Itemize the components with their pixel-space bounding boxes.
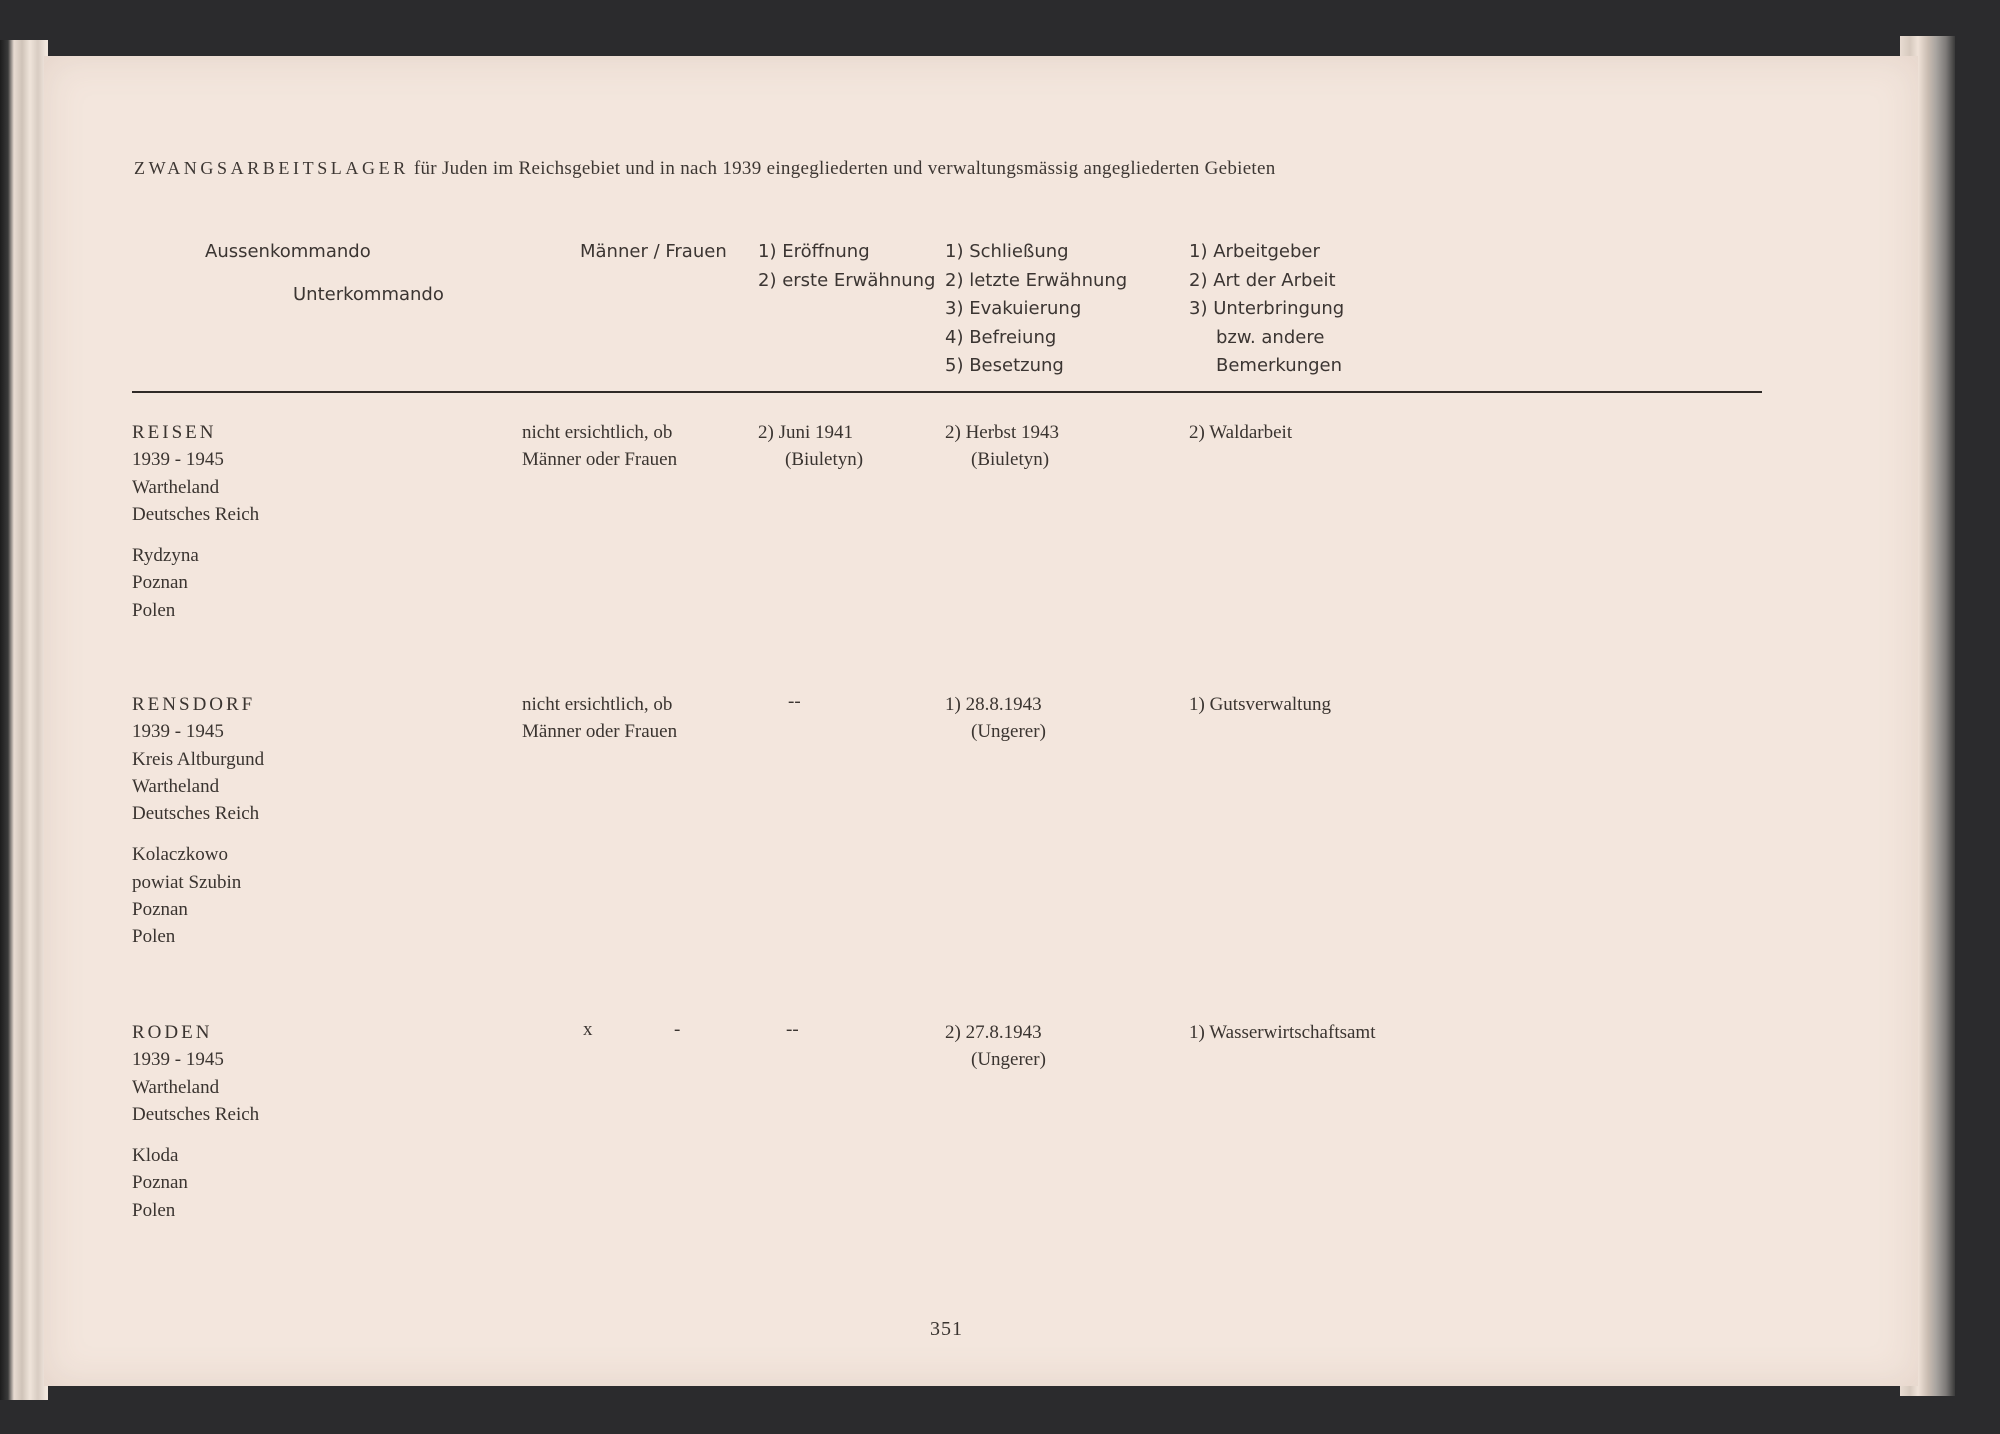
opened-source: (Biuletyn) xyxy=(785,449,864,471)
header-unterkommando: Unterkommando xyxy=(293,284,444,305)
gender-line-2: Männer oder Frauen xyxy=(522,721,678,743)
region: Wartheland xyxy=(132,775,220,797)
location-block xyxy=(132,1019,259,1224)
sub-location: Kloda xyxy=(132,1145,179,1167)
header-eroeffnung: 1) Eröffnung xyxy=(758,241,870,262)
header-col-notes xyxy=(1189,238,1344,381)
years: 1939 - 1945 xyxy=(132,449,224,471)
opened-cell xyxy=(758,419,863,474)
sub-region: Poznan xyxy=(132,899,188,921)
page-number: 351 xyxy=(930,1318,963,1340)
gender-x: x xyxy=(583,1019,593,1040)
closed-cell xyxy=(945,419,1059,474)
title-rest: für Juden im Reichsgebiet und in nach 1939 eingegliederten und verwaltungsmässig angegliederten Gebieten xyxy=(408,158,1276,179)
header-bemerkungen: Bemerkungen xyxy=(1216,355,1343,376)
closed-source: (Ungerer) xyxy=(971,1049,1046,1071)
header-maenner-frauen: Männer / Frauen xyxy=(580,241,727,262)
page-title xyxy=(134,158,1834,180)
header-schliessung: 1) Schließung xyxy=(945,241,1069,262)
book-left-edge xyxy=(0,40,48,1400)
gender-line-2: Männer oder Frauen xyxy=(522,449,678,471)
header-aussenkommando: Aussenkommando xyxy=(205,241,371,262)
header-rule xyxy=(132,391,1762,393)
country: Deutsches Reich xyxy=(132,803,260,825)
opened-cell xyxy=(786,1016,799,1043)
years: 1939 - 1945 xyxy=(132,721,224,743)
sub-district: powiat Szubin xyxy=(132,871,242,893)
closed-cell xyxy=(945,691,1046,746)
sub-country: Polen xyxy=(132,599,176,621)
header-befreiung: 4) Befreiung xyxy=(945,326,1057,348)
header-art-der-arbeit: 2) Art der Arbeit xyxy=(1189,269,1336,291)
header-col-closing xyxy=(945,238,1127,381)
notes-line-1: 2) Waldarbeit xyxy=(1189,422,1293,443)
header-col-opening xyxy=(758,238,936,295)
region: Wartheland xyxy=(132,476,220,498)
header-besetzung: 5) Besetzung xyxy=(945,355,1064,376)
header-evakuierung: 3) Evakuierung xyxy=(945,298,1082,319)
country: Deutsches Reich xyxy=(132,1103,260,1125)
sub-region: Poznan xyxy=(132,572,188,594)
title-caps: ZWANGSARBEITSLAGER xyxy=(134,158,409,178)
gender-line-1: nicht ersichtlich, ob xyxy=(522,422,673,443)
gender-line-1: nicht ersichtlich, ob xyxy=(522,694,673,715)
closed-source: (Biuletyn) xyxy=(971,449,1050,471)
opened-line-1: 2) Juni 1941 xyxy=(758,422,853,443)
opened-line-1: -- xyxy=(788,691,801,712)
camp-name: RENSDORF xyxy=(132,694,256,715)
notes-cell xyxy=(1189,691,1331,718)
camp-name: REISEN xyxy=(132,422,217,443)
header-erste-erwaehnung: 2) erste Erwähnung xyxy=(758,269,936,291)
sub-country: Polen xyxy=(132,926,176,948)
header-unterbringung: 3) Unterbringung xyxy=(1189,298,1345,319)
sub-region: Poznan xyxy=(132,1172,188,1194)
location-block xyxy=(132,691,264,951)
gender-cell xyxy=(522,419,677,474)
header-arbeitgeber: 1) Arbeitgeber xyxy=(1189,241,1320,262)
opened-cell xyxy=(788,688,801,715)
closed-cell xyxy=(945,1019,1046,1074)
notes-cell xyxy=(1189,419,1292,446)
gender-cell xyxy=(522,691,677,746)
gender-dash: - xyxy=(674,1019,681,1040)
sub-location: Rydzyna xyxy=(132,545,199,567)
header-bzw-andere: bzw. andere xyxy=(1216,326,1325,348)
sub-location: Kolaczkowo xyxy=(132,844,229,866)
closed-line-1: 2) Herbst 1943 xyxy=(945,422,1059,443)
closed-line-1: 1) 28.8.1943 xyxy=(945,694,1042,715)
region: Wartheland xyxy=(132,1076,220,1098)
country: Deutsches Reich xyxy=(132,503,260,525)
camp-name: RODEN xyxy=(132,1022,213,1043)
notes-line-1: 1) Wasserwirtschaftsamt xyxy=(1189,1022,1376,1043)
opened-line-1: -- xyxy=(786,1019,799,1040)
header-letzte-erwaehnung: 2) letzte Erwähnung xyxy=(945,269,1128,291)
district: Kreis Altburgund xyxy=(132,748,265,770)
years: 1939 - 1945 xyxy=(132,1049,224,1071)
notes-cell xyxy=(1189,1019,1375,1046)
closed-line-1: 2) 27.8.1943 xyxy=(945,1022,1042,1043)
closed-source: (Ungerer) xyxy=(971,721,1046,743)
location-block xyxy=(132,419,259,624)
sub-country: Polen xyxy=(132,1199,176,1221)
notes-line-1: 1) Gutsverwaltung xyxy=(1189,694,1331,715)
